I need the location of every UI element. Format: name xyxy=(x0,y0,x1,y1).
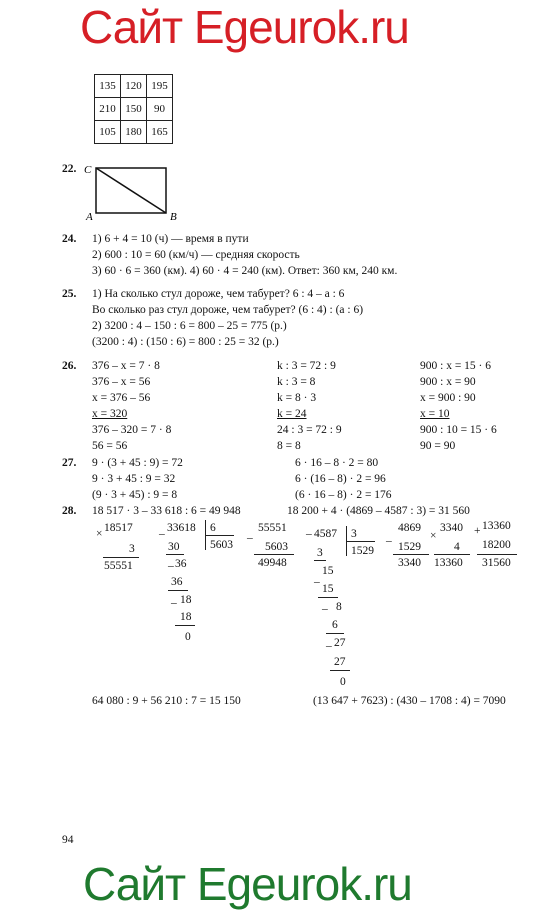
problem-number-27: 27. xyxy=(62,457,77,469)
equation: 9 · (3 + 45 : 9) = 72 xyxy=(92,457,183,469)
equation-answer: x = 320 xyxy=(92,408,128,420)
step: 18 xyxy=(180,594,192,606)
underline xyxy=(254,554,294,555)
step: 8 xyxy=(336,601,342,613)
divisor: 3 xyxy=(351,528,357,540)
operator-symbol: – xyxy=(314,576,320,588)
operand: 4869 xyxy=(398,522,421,534)
underline xyxy=(326,633,344,634)
step: 30 xyxy=(168,541,180,553)
result: 49948 xyxy=(258,557,287,569)
cell: 210 xyxy=(95,98,121,121)
division-bar xyxy=(206,535,234,536)
operand: 1529 xyxy=(398,541,421,553)
operator-symbol: – xyxy=(306,528,312,540)
underline xyxy=(166,554,184,555)
text-line: Во сколько раз стул дороже, чем табурет? (6 : 4) : (a : 6) xyxy=(92,304,364,316)
equation: 900 : x = 90 xyxy=(420,376,476,388)
step: 15 xyxy=(322,565,334,577)
remainder: 0 xyxy=(340,676,346,688)
site-banner-top: Сайт Egeurok.ru xyxy=(80,1,409,53)
operand: 18200 xyxy=(482,539,511,551)
cell: 105 xyxy=(95,121,121,144)
cell: 135 xyxy=(95,75,121,98)
quotient: 5603 xyxy=(210,539,233,551)
underline xyxy=(175,625,195,626)
step: 6 xyxy=(332,619,338,631)
step: 18 xyxy=(180,611,192,623)
equation: 18 200 + 4 · (4869 – 4587 : 3) = 31 560 xyxy=(287,505,470,517)
division-bar xyxy=(347,541,375,542)
equation-answer: x = 10 xyxy=(420,408,450,420)
cell: 180 xyxy=(121,121,147,144)
equation: 376 – x = 56 xyxy=(92,376,151,388)
equation: 376 – 320 = 7 · 8 xyxy=(92,424,172,436)
underline xyxy=(314,560,326,561)
underline xyxy=(103,557,139,558)
operator-symbol: – xyxy=(326,640,332,652)
problem-number-26: 26. xyxy=(62,360,77,372)
operand: 4 xyxy=(454,541,460,553)
vertex-a-label: A xyxy=(86,211,93,222)
operand: 3 xyxy=(129,543,135,555)
text-line: 2) 600 : 10 = 60 (км/ч) — средняя скорость xyxy=(92,249,300,261)
operator-symbol: – xyxy=(386,535,392,547)
problem-number-25: 25. xyxy=(62,288,77,300)
operand: 5603 xyxy=(265,541,288,553)
rectangle-diagram xyxy=(84,160,184,222)
result: 55551 xyxy=(104,560,133,572)
operator-symbol: – xyxy=(168,560,174,572)
underline xyxy=(434,554,470,555)
equation: 64 080 : 9 + 56 210 : 7 = 15 150 xyxy=(92,695,241,707)
text-line: 1) На сколько стул дороже, чем табурет? 6 : 4 – a : 6 xyxy=(92,288,345,300)
quotient: 1529 xyxy=(351,545,374,557)
step: 27 xyxy=(334,656,346,668)
operator-symbol: – xyxy=(171,597,177,609)
operand: 13360 xyxy=(482,520,511,532)
cell: 90 xyxy=(147,98,173,121)
underline xyxy=(477,554,517,555)
step: 3 xyxy=(317,547,323,559)
cell: 120 xyxy=(121,75,147,98)
problem-number-24: 24. xyxy=(62,233,77,245)
equation: (9 · 3 + 45) : 9 = 8 xyxy=(92,489,178,501)
operand: 3340 xyxy=(440,522,463,534)
result: 31560 xyxy=(482,557,511,569)
step: 15 xyxy=(322,583,334,595)
equation: k = 8 · 3 xyxy=(277,392,317,404)
equation: k : 3 = 72 : 9 xyxy=(277,360,336,372)
equation: 8 = 8 xyxy=(277,440,301,452)
cell: 165 xyxy=(147,121,173,144)
operator-symbol: – xyxy=(247,532,253,544)
cell: 195 xyxy=(147,75,173,98)
divisor: 6 xyxy=(210,522,216,534)
operator-symbol: – xyxy=(159,528,165,540)
text-line: (3200 : 4) : (150 : 6) = 800 : 25 = 32 (р.) xyxy=(92,336,279,348)
operator-symbol: – xyxy=(322,603,328,615)
operator-symbol: + xyxy=(474,525,481,537)
step: 36 xyxy=(175,558,187,570)
equation: 56 = 56 xyxy=(92,440,128,452)
problem-number-28: 28. xyxy=(62,505,77,517)
text-line: 1) 6 + 4 = 10 (ч) — время в пути xyxy=(92,233,249,245)
step: 27 xyxy=(334,637,346,649)
page-number: 94 xyxy=(62,834,74,846)
equation: 6 · (16 – 8) · 2 = 96 xyxy=(295,473,386,485)
text-line: 2) 3200 : 4 – 150 : 6 = 800 – 25 = 775 (р.) xyxy=(92,320,287,332)
underline xyxy=(168,590,188,591)
equation: (13 647 + 7623) : (430 – 1708 : 4) = 7090 xyxy=(313,695,506,707)
equation: 90 = 90 xyxy=(420,440,456,452)
equation: x = 376 – 56 xyxy=(92,392,151,404)
problem-number-22: 22. xyxy=(62,163,77,175)
cell: 150 xyxy=(121,98,147,121)
equation: 900 : x = 15 · 6 xyxy=(420,360,492,372)
dividend: 4587 xyxy=(314,528,337,540)
result: 13360 xyxy=(434,557,463,569)
text-line: 3) 60 · 6 = 360 (км). 4) 60 · 4 = 240 (км). Ответ: 360 км, 240 км. xyxy=(92,265,398,277)
step: 36 xyxy=(171,576,183,588)
underline xyxy=(393,554,429,555)
equation: 18 517 · 3 – 33 618 : 6 = 49 948 xyxy=(92,505,241,517)
dividend: 33618 xyxy=(167,522,196,534)
equation: 9 · 3 + 45 : 9 = 32 xyxy=(92,473,176,485)
site-banner-bottom: Сайт Egeurok.ru xyxy=(83,858,412,910)
operand: 55551 xyxy=(258,522,287,534)
operator-symbol: × xyxy=(96,528,103,540)
equation: 376 – x = 7 · 8 xyxy=(92,360,160,372)
result: 3340 xyxy=(398,557,421,569)
equation: x = 900 : 90 xyxy=(420,392,476,404)
equation: k : 3 = 8 xyxy=(277,376,316,388)
equation: 6 · 16 – 8 · 2 = 80 xyxy=(295,457,379,469)
underline xyxy=(330,670,350,671)
equation: 900 : 10 = 15 · 6 xyxy=(420,424,497,436)
equation: 24 : 3 = 72 : 9 xyxy=(277,424,342,436)
operator-symbol: × xyxy=(430,530,437,542)
vertex-c-label: C xyxy=(84,164,92,176)
magic-square-table xyxy=(94,74,173,144)
remainder: 0 xyxy=(185,631,191,643)
operand: 18517 xyxy=(104,522,133,534)
equation-answer: k = 24 xyxy=(277,408,307,420)
underline xyxy=(318,597,338,598)
equation: (6 · 16 – 8) · 2 = 176 xyxy=(295,489,392,501)
vertex-b-label: B xyxy=(170,211,177,222)
